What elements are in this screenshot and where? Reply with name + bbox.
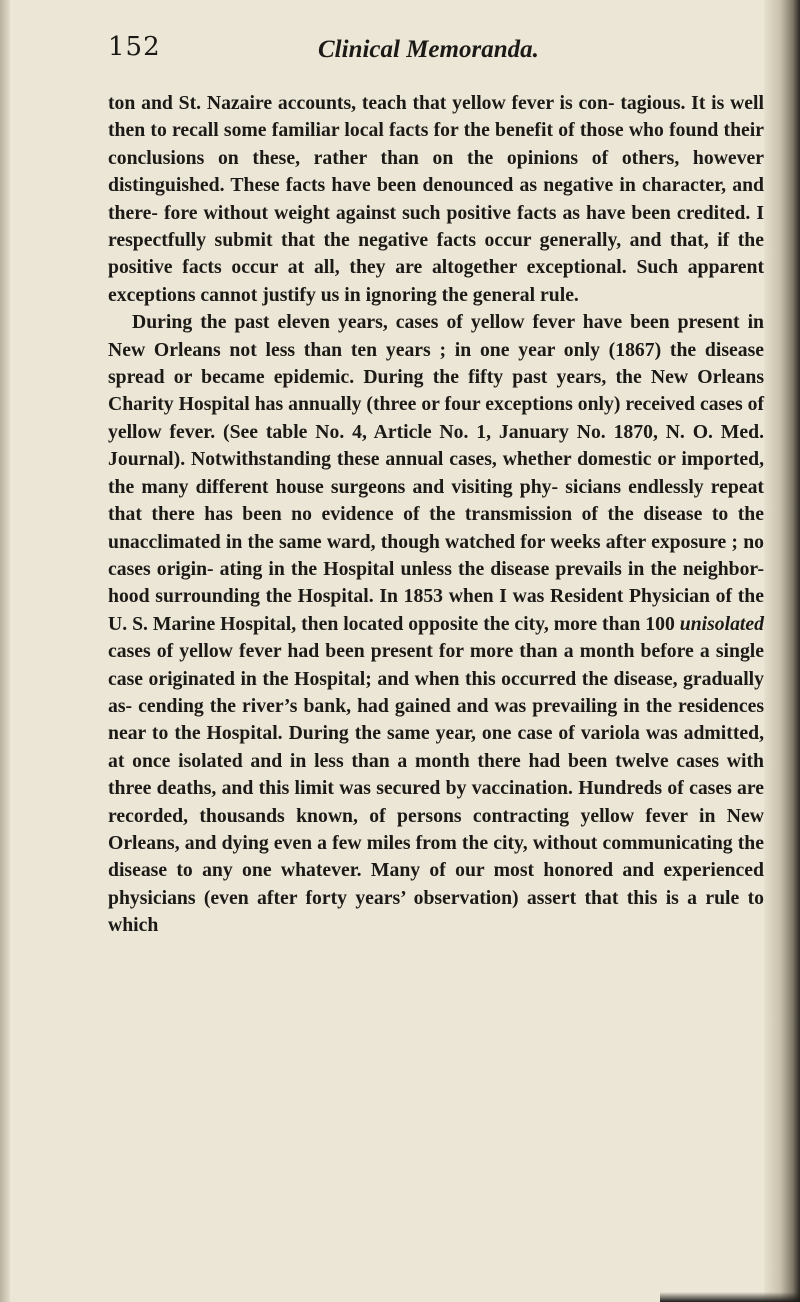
page-corner-shadow: [660, 1292, 800, 1302]
paragraph-1: [108, 90, 764, 309]
body-text: [108, 90, 764, 940]
paragraph-2-text-after: cases of yellow fever had been present for more than a month before a single case originated in the Hospital; and when this occurred the disease, gradually as- cending the river’s bank, had gained and was prevailing in the residences near to the Hospital. During the same year, one case of variola was admitted, at once isolated and in less than a month there had been twelve cases with three deaths, and this limit was secured by vaccination. Hundreds of cases are recorded, thousands known, of persons contracting yellow fever in New Orleans, and dying even a few miles from the city, without communicating the disease to any one whatever. Many of our most honored and experienced physicians (even after forty years’ observation) assert that this is a rule to which: [108, 640, 764, 937]
paragraph-2: [108, 309, 764, 939]
page-edge-shadow: [764, 0, 800, 1302]
emphasis-unisolated: unisolated: [679, 612, 764, 635]
running-head: [108, 32, 708, 72]
page-number: 152: [108, 32, 161, 62]
running-title: Clinical Memoranda.: [318, 36, 539, 63]
paragraph-2-text-before: During the past eleven years, cases of yellow fever have been present in New Orleans not less than ten years ; in one year only (1867) the disease spread or became epidemic. During the fifty past years, the New Orleans Charity Hospital has annually (three or four exceptions only) received cases of yellow fever. (See table No. 4, Article No. 1, January No. 1870, N. O. Med. Journal). Notwithstanding these annual cases, whether domestic or imported, the many different house surgeons and visiting phy- sicians endlessly repeat that there has been no evidence of the transmission of the disease to the unacclimated in the same ward, though watched for weeks after exposure ; no cases origin- ating in the Hospital unless the disease prevails in the neighbor- hood surrounding the Hospital. In 1853 when I was Resident Physician of the U. S. Marine Hospital, then located opposite the city, more than 100: [108, 311, 764, 635]
page-gutter-shadow: [0, 0, 10, 1302]
paragraph-1-text: ton and St. Nazaire accounts, teach that yellow fever is con- tagious. It is well then to recall some familiar local facts for the benefit of those who found their conclusions on these, rather than on the opinions of others, however distinguished. These facts have been denounced as negative in character, and there- fore without weight against such positive facts as have been credited. I respectfully submit that the negative facts occur generally, and that, if the positive facts occur at all, they are altogether exceptional. Such apparent exceptions cannot justify us in ignoring the general rule.: [108, 92, 764, 306]
